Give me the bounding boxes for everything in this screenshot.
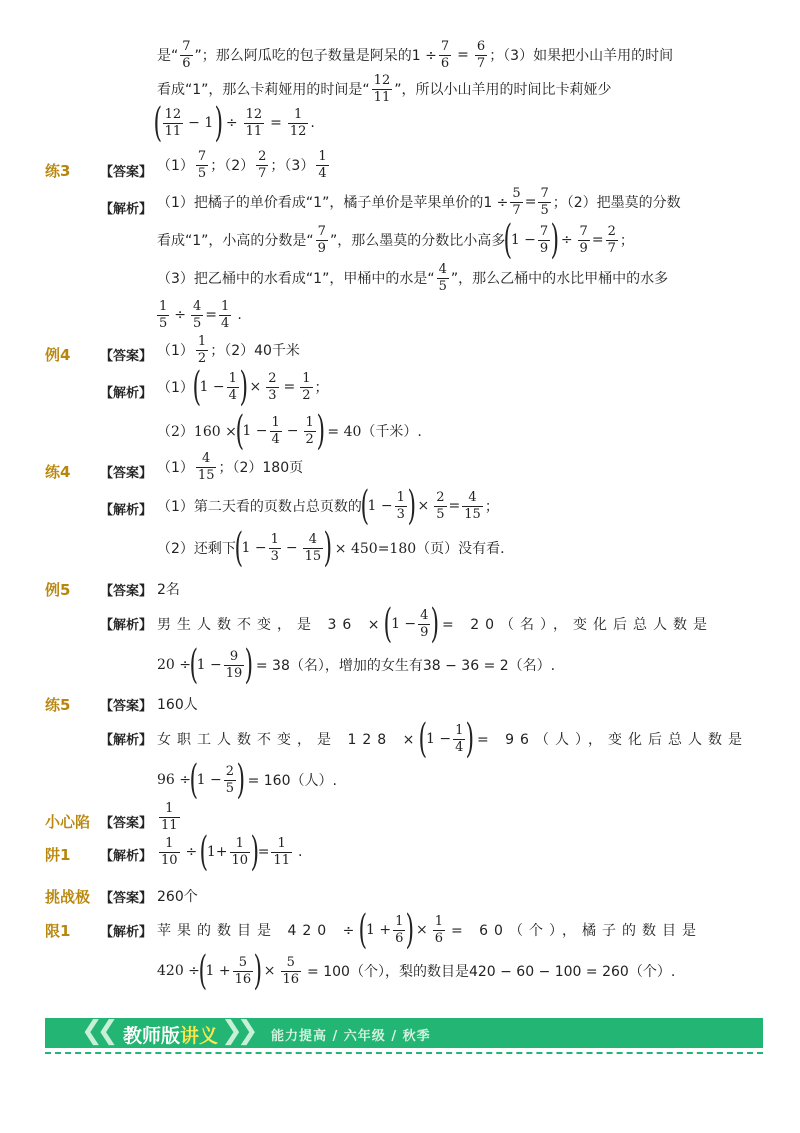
section-tag: 例5 bbox=[45, 581, 71, 599]
fraction: $\frac{6}{7}$ bbox=[476, 39, 486, 71]
fraction: $\frac{5}{16}$ bbox=[282, 954, 300, 987]
section-tag: 阱1 bbox=[45, 846, 71, 864]
fraction: $\frac{1}{2}$ bbox=[302, 370, 311, 403]
fraction: $\frac{1}{6}$ bbox=[395, 913, 404, 946]
chevron-right-icon: ❯❯ bbox=[221, 1016, 253, 1046]
chevron-left-icon: ❮❮ bbox=[81, 1016, 113, 1046]
lian5-line1: 女职工人数不变，是 128 × ( 1 − $\frac{1}{4}$ ) = 96（人），变化后总人数是 bbox=[157, 716, 748, 762]
analysis-label: 【解析】 bbox=[100, 386, 153, 401]
footer-title: 教师版讲义 bbox=[123, 1025, 219, 1047]
answer-label: 【答案】 bbox=[100, 165, 153, 180]
li4-line1: （1） ( 1 − $\frac{1}{4}$ ) × $\frac{2}{3}$ = $\frac{1}{2}$ ； bbox=[157, 364, 329, 410]
section-tag: 练4 bbox=[45, 463, 71, 481]
lian4-answer: （1） $\frac{4}{15}$ ；（2）180页 bbox=[157, 451, 304, 483]
fraction: $\frac{1}{5}$ bbox=[159, 299, 168, 331]
analysis-label: 【解析】 bbox=[100, 849, 153, 864]
fraction: $\frac{9}{19}$ bbox=[225, 648, 243, 681]
fraction: $\frac{5}{16}$ bbox=[234, 954, 252, 987]
p1-line3: ( $\frac{12}{11}$ − 1 ) ÷ $\frac{12}{11}$ = $\frac{1}{12}$ . bbox=[153, 100, 315, 146]
fraction: $\frac{1}{6}$ bbox=[434, 913, 443, 946]
fraction: $\frac{1}{11}$ bbox=[161, 801, 178, 833]
fraction: $\frac{1}{2}$ bbox=[305, 414, 314, 447]
fraction: $\frac{12}{11}$ bbox=[245, 106, 263, 139]
p1-line2: 看成“1”，那么卡莉娅用的时间是“ $\frac{12}{11}$ ”，所以小山羊用的时间比卡莉娅少 bbox=[157, 73, 612, 105]
fraction: $\frac{1}{4}$ bbox=[455, 722, 464, 755]
section-tag: 例4 bbox=[45, 346, 71, 364]
li4-line2: （2）160 × ( 1 − $\frac{1}{4}$ − $\frac{1}{2}$ ) = 40（千米）. bbox=[157, 408, 422, 454]
p1-line1: 是“ $\frac{7}{6}$ ”；那么阿瓜吃的包子数量是阿呆的1 ÷ $\frac{7}{6}$ = $\frac{6}{7}$ ；（3）如果把小山羊用的时间 bbox=[157, 39, 674, 71]
fraction: $\frac{1}{10}$ bbox=[231, 835, 249, 868]
fraction: $\frac{1}{4}$ bbox=[318, 149, 327, 181]
lian3-line4: $\frac{1}{5}$ ÷ $\frac{4}{5}$ = $\frac{1}{4}$ . bbox=[159, 299, 242, 331]
lian3-answer: （1） $\frac{7}{5}$ ；（2） $\frac{2}{7}$ ；（3） $\frac{1}{4}$ bbox=[157, 149, 327, 181]
fraction: $\frac{1}{4}$ bbox=[271, 414, 280, 447]
fraction: $\frac{1}{4}$ bbox=[228, 370, 237, 403]
fraction: $\frac{2}{3}$ bbox=[268, 370, 277, 403]
footer-divider bbox=[45, 1052, 763, 1054]
analysis-label: 【解析】 bbox=[100, 618, 153, 633]
fraction: $\frac{1}{3}$ bbox=[270, 531, 279, 564]
section-tag: 练3 bbox=[45, 162, 71, 180]
analysis-label: 【解析】 bbox=[100, 503, 153, 518]
li5-line1: 男生人数不变，是 36 × ( 1 − $\frac{4}{9}$ ) = 20（名），变化后总人数是 bbox=[157, 601, 714, 647]
fraction: $\frac{4}{15}$ bbox=[197, 451, 215, 483]
answer-label: 【答案】 bbox=[100, 699, 153, 714]
fraction: $\frac{2}{7}$ bbox=[607, 223, 616, 256]
lian5-answer: 160人 bbox=[157, 697, 198, 713]
fraction: $\frac{4}{5}$ bbox=[438, 262, 447, 294]
lian3-line2: 看成“1”，小高的分数是“ $\frac{7}{9}$ ”，那么墨莫的分数比小高多 ( 1 − $\frac{7}{9}$ ) ÷ $\frac{7}{9}$ = $\frac{2}{7}$ ； bbox=[157, 217, 634, 263]
lian4-line1: （1）第二天看的页数占总页数的 ( 1 − $\frac{1}{3}$ ) × $\frac{2}{5}$ = $\frac{4}{15}$ ； bbox=[157, 483, 499, 529]
section-tag: 挑战极 bbox=[45, 888, 91, 906]
fraction: $\frac{2}{5}$ bbox=[436, 489, 445, 522]
tiaozhan-answer: 260个 bbox=[157, 889, 198, 905]
fraction: $\frac{2}{7}$ bbox=[258, 149, 267, 181]
fraction: $\frac{4}{5}$ bbox=[193, 299, 202, 331]
answer-label: 【答案】 bbox=[100, 816, 153, 831]
tiaozhan-line1: 苹果的数目是 420 ÷ ( 1 + $\frac{1}{6}$ ) × $\frac{1}{6}$ = 60（个），橘子的数目是 bbox=[157, 907, 702, 953]
tiaozhan-line2: 420 ÷ ( 1 + $\frac{5}{16}$ ) × $\frac{5}{16}$ = 100（个），梨的数目是420 − 60 − 100 = 260（个）. bbox=[157, 948, 676, 994]
fraction: $\frac{7}{5}$ bbox=[540, 186, 549, 218]
answer-label: 【答案】 bbox=[100, 349, 153, 364]
fraction: $\frac{7}{9}$ bbox=[317, 223, 326, 256]
fraction: $\frac{2}{5}$ bbox=[225, 763, 234, 796]
section-tag: 小心陷 bbox=[45, 813, 91, 831]
fraction: $\frac{7}{5}$ bbox=[197, 149, 207, 181]
fraction: $\frac{4}{15}$ bbox=[304, 531, 322, 564]
lian3-line1: （1）把橘子的单价看成“1”，橘子单价是苹果单价的1 ÷ $\frac{5}{7}$ = $\frac{7}{5}$ ；（2）把墨莫的分数 bbox=[157, 186, 681, 218]
fraction: $\frac{1}{2}$ bbox=[197, 334, 207, 366]
analysis-label: 【解析】 bbox=[100, 202, 153, 217]
lian4-line2: （2）还剩下 ( 1 − $\frac{1}{3}$ − $\frac{4}{15}$ ) × 450=180（页）没有看. bbox=[157, 525, 505, 571]
fraction: $\frac{7}{9}$ bbox=[539, 223, 549, 256]
fraction: $\frac{1}{11}$ bbox=[273, 835, 290, 868]
fraction: $\frac{1}{3}$ bbox=[396, 489, 405, 522]
li4-answer: （1） $\frac{1}{2}$ ；（2）40千米 bbox=[157, 334, 300, 366]
fraction: $\frac{1}{10}$ bbox=[161, 835, 178, 868]
fraction: $\frac{4}{15}$ bbox=[464, 489, 481, 522]
fraction: $\frac{7}{6}$ bbox=[182, 39, 191, 71]
footer-banner bbox=[45, 1018, 763, 1048]
lian5-line2: 96 ÷ ( 1 − $\frac{2}{5}$ ) = 160（人）. bbox=[157, 757, 337, 803]
section-tag: 练5 bbox=[45, 696, 71, 714]
fraction: $\frac{4}{9}$ bbox=[420, 607, 429, 640]
analysis-label: 【解析】 bbox=[100, 925, 153, 940]
fraction: $\frac{5}{7}$ bbox=[512, 186, 521, 218]
section-tag: 限1 bbox=[45, 922, 71, 940]
xiaoxin-answer bbox=[157, 802, 182, 832]
fraction: $\frac{7}{9}$ bbox=[579, 223, 588, 256]
footer-meta: 能力提高 / 六年级 / 秋季 bbox=[271, 1029, 431, 1044]
xiaoxin-line1: $\frac{1}{10}$ ÷ ( 1+ $\frac{1}{10}$ ) = $\frac{1}{11}$ . bbox=[161, 829, 303, 875]
fraction: $\frac{1}{4}$ bbox=[221, 299, 230, 331]
li5-line2: 20 ÷ ( 1 − $\frac{9}{19}$ ) = 38（名），增加的女生有38 − 36 = 2（名）. bbox=[157, 642, 556, 688]
fraction: $\frac{7}{6}$ bbox=[440, 39, 450, 71]
li5-answer: 2名 bbox=[157, 582, 180, 598]
fraction: $\frac{1}{12}$ bbox=[289, 106, 307, 139]
analysis-label: 【解析】 bbox=[100, 733, 153, 748]
fraction: $\frac{12}{11}$ bbox=[164, 106, 182, 139]
answer-label: 【答案】 bbox=[100, 466, 153, 481]
answer-label: 【答案】 bbox=[100, 891, 153, 906]
answer-label: 【答案】 bbox=[100, 584, 153, 599]
lian3-line3: （3）把乙桶中的水看成“1”，甲桶中的水是“ $\frac{4}{5}$ ”，那么乙桶中的水比甲桶中的水多 bbox=[157, 262, 669, 294]
fraction: $\frac{12}{11}$ bbox=[373, 73, 391, 105]
